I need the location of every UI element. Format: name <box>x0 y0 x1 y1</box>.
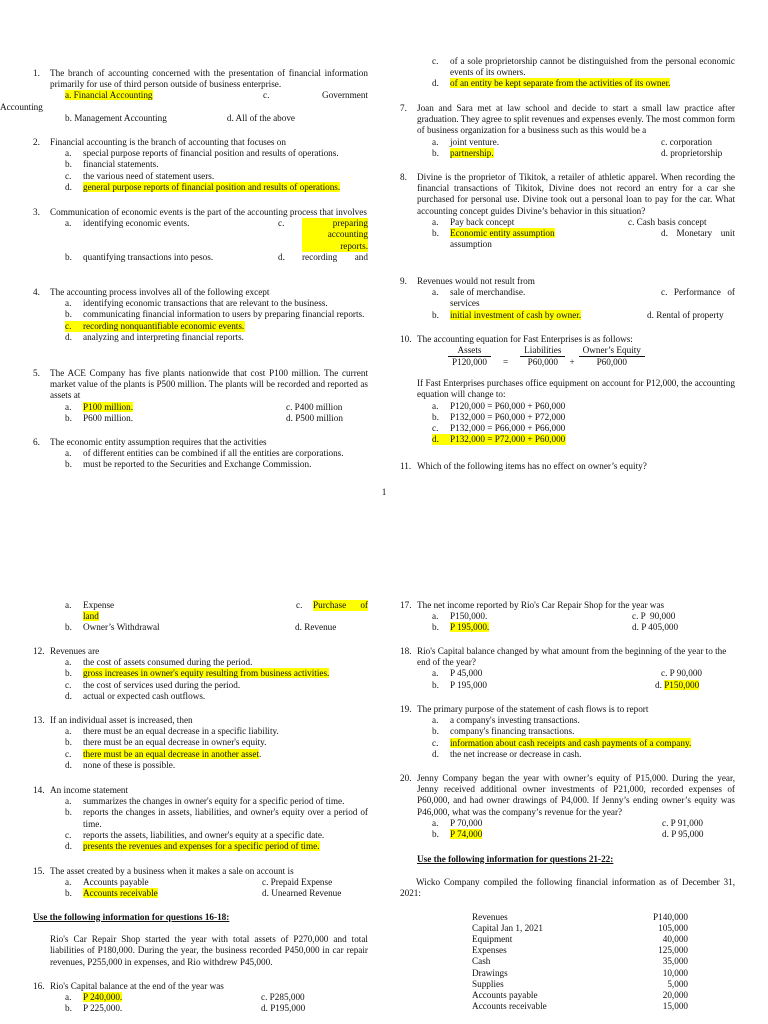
financial-info-value: 40,000 <box>662 934 688 945</box>
opt-c: c. P400 million <box>286 401 343 412</box>
opt-b: there must be an equal decrease in owner's equity. <box>83 737 267 748</box>
opt-b: b. Management Accounting <box>65 112 167 123</box>
opt-d: d. P500 million <box>286 412 343 423</box>
q18: 18. Rio's Capital balance changed by what amount from the beginning of the year to the end of the year? a. P 45,000 c. P 90,000 b. P 195,000 d. P150,000 <box>400 646 727 690</box>
opt-b: initial investment of cash by owner. <box>450 309 582 320</box>
financial-info-value: 105,000 <box>658 922 688 933</box>
opt-d: d. Revenue <box>295 622 337 633</box>
q-number: 14. <box>33 785 45 795</box>
q-text: The economic entity assumption requires that the activities <box>50 437 267 447</box>
opt-d: presents the revenues and expenses for a specific period of time. <box>83 841 320 852</box>
q-text: Revenues are <box>50 646 100 656</box>
q3: 3. Communication of economic events is the part of the accounting process that involves a. identifying economic events. c. preparing accounting reports. b. quantifying transactions into pesos. d. recording and <box>33 207 368 262</box>
eq-sign: = <box>502 356 509 367</box>
opt-a: Accounts payable <box>83 877 149 888</box>
q-number: 8. <box>400 172 407 182</box>
opt-a: special purpose reports of financial position and results of operations. <box>83 148 339 159</box>
opt-a: P 70,000 <box>450 817 483 828</box>
opt-c: P132,000 = P66,000 + P66,000 <box>450 423 566 434</box>
financial-info-label: Cash <box>472 956 491 967</box>
q-text: Rio's Capital balance at the end of the year was <box>50 981 224 991</box>
opt-c: recording nonquantifiable economic events. <box>83 320 245 331</box>
q17: 17. The net income reported by Rio's Car Repair Shop for the year was a. P150,000. c. P 90,000 b. P 195,000. d. P 405,000 <box>400 600 735 634</box>
opt-d: general purpose reports of financial position and results of operations. <box>83 181 341 192</box>
q-number: 5. <box>33 368 40 378</box>
q-number: 2. <box>33 137 40 147</box>
q-text: The accounting process involves all of the following except <box>50 287 270 297</box>
eq-plus: + <box>569 356 575 367</box>
opt-d-cont: assumption <box>450 239 492 250</box>
opt-d: d. All of the above <box>226 112 295 123</box>
financial-info-label: Capital Jan 1, 2021 <box>472 922 543 933</box>
opt-a: P 240,000. <box>83 992 123 1003</box>
opt-b: P 225,000. <box>83 1003 123 1014</box>
q2: 2. Financial accounting is the branch of accounting that focuses on a. special purpose reports of financial position and results of operations. b. financial statements. c. the various need of statement users. d. general purpose reports of financial position and results of operations. <box>33 137 341 192</box>
financial-info-value: 20,000 <box>662 990 688 1001</box>
opt-c: c. P285,000 <box>261 992 305 1003</box>
opt-a: P150,000. <box>450 611 488 622</box>
info-text: Rio's Car Repair Shop started the year with total assets of P270,000 and total liabilities of P180,000. During the year, the business recorded P450,000 in car repair revenues, P255,000 in expenses, and Rio withdrew P45,000. <box>50 934 368 967</box>
q-number: 12. <box>33 646 45 656</box>
q13: 13. If an individual asset is increased, then a. there must be an equal decrease in a specific liability. b. there must be an equal decrease in owner's equity. c. there must be an equal decrease in another asset. d. none of these is possible. <box>33 715 279 770</box>
opt-b: P 74,000 <box>450 829 483 840</box>
opt-d: P150,000 <box>664 679 700 690</box>
opt-d: d. P 95,000 <box>662 829 704 840</box>
financial-info-row <box>472 1001 688 1012</box>
opt-b: Accounts receivable <box>83 888 158 899</box>
opt-a: of different entities can be combined if all the entities are corporations. <box>83 448 344 459</box>
opt-d: P132,000 = P72,000 + P60,000 <box>450 434 566 445</box>
q9: 9. Revenues would not result from a. sale of merchandise. c. Performance of services b. initial investment of cash by owner. d. Rental of property <box>400 276 735 320</box>
opt-d: d. Monetary unit <box>661 228 735 239</box>
financial-info-value: 125,000 <box>658 945 688 956</box>
q-text: If an individual asset is increased, then <box>50 715 193 725</box>
opt-b: Owner’s Withdrawal <box>83 622 160 633</box>
q-text: Jenny Company began the year with owner’s equity of P15,000. During the year, Jenny received additional owner investments of P21,000, recorded expenses of P60,000, and had owner drawings of P4,000. If Jenny’s ending owner’s equity was P46,000, what was the company’s revenue for the year? <box>417 773 735 817</box>
opt-c: Purchase of <box>313 600 368 610</box>
opt-d: d. proprietorship <box>661 147 723 158</box>
financial-info-row <box>472 990 688 1001</box>
opt-d: of an entity be kept separate from the activities of its owner. <box>450 78 671 89</box>
financial-info-row <box>472 956 688 967</box>
q4: 4. The accounting process involves all of the following except a. identifying economic transactions that are relevant to the business. b. communicating financial information to users by preparing financial reports. c. recording nonquantifiable economic events. d. analyzing and interpreting financial reports. <box>33 287 365 342</box>
opt-d: none of these is possible. <box>83 759 176 770</box>
financial-info-label: Accounts payable <box>472 990 538 1001</box>
info-text: Wicko Company compiled the following financial information as of December 31, 2021: <box>400 877 735 899</box>
q-number: 17. <box>400 600 412 610</box>
q-number: 20. <box>400 773 412 783</box>
opt-c: c. P 90,000 <box>632 611 676 622</box>
opt-a: sale of merchandise. <box>450 287 526 298</box>
q-text: Rio's Capital balance changed by what amount from the beginning of the year to the end of the year? <box>417 646 727 668</box>
financial-info-label: Equipment <box>472 934 513 945</box>
eq-value-assets: P120,000 <box>452 357 487 368</box>
opt-b: P132,000 = P60,000 + P72,000 <box>450 411 566 422</box>
q11 <box>400 461 735 472</box>
eq-value-equity: P60,000 <box>596 357 627 368</box>
opt-c: of a sole proprietorship cannot be distinguished from the personal economic events of its owners. <box>450 56 735 78</box>
q-number: 16. <box>33 981 45 991</box>
q16: 16. Rio's Capital balance at the end of the year was a. P 240,000. c. P285,000 b. P 225,000. d. P195,000 <box>33 981 368 1015</box>
q-text: Revenues would not result from <box>417 276 535 286</box>
opt-c: the cost of services used during the period. <box>83 679 241 690</box>
opt-d: analyzing and interpreting financial reports. <box>83 331 244 342</box>
opt-b: quantifying transactions into pesos. <box>83 251 214 262</box>
q-number: 19. <box>400 704 412 714</box>
q-number: 6. <box>33 437 40 447</box>
opt-a: P 45,000 <box>450 668 483 679</box>
opt-b: gross increases in owner's equity resulting from business activities. <box>83 668 330 679</box>
opt-c: c. Performance of <box>661 287 735 298</box>
q-number: 15. <box>33 866 45 876</box>
opt-b: P600 million. <box>83 412 134 423</box>
opt-c: c. Cash basis concept <box>628 216 707 227</box>
financial-info-row <box>472 934 688 945</box>
opt-a: summarizes the changes in owner's equity for a specific period of time. <box>83 796 345 807</box>
opt-b: P 195,000 <box>450 679 487 690</box>
q6-cont: c. of a sole proprietorship cannot be distinguished from the personal economic events of its owners. d. of an entity be kept separate from the activities of its owner. <box>432 56 735 89</box>
q19: 19. The primary purpose of the statement of cash flows is to report a. a company's investing transactions. b. company's financing transactions. c. information about cash receipts and cash payments of a company. d. the net increase or decrease in cash. <box>400 704 692 759</box>
eq-header-liabilities: Liabilities <box>520 345 565 357</box>
financial-info-label: Drawings <box>472 967 508 978</box>
info-heading: Use the following information for questions 21-22: <box>417 854 614 864</box>
q14: 14. An income statement a. summarizes the changes in owner's equity for a specific period of time. b. reports the changes in assets, liabilities, and owner's equity over a period of time. c. reports the assets, liabilities, and owner's equity at a specific date. d. presents the revenues and expenses for a specific period of time. <box>33 785 368 852</box>
q-text: Joan and Sara met at law school and decide to start a small law practice after graduation. They agree to split revenues and expenses evenly. The most common form of business organization for a business such as this would be a <box>417 103 735 136</box>
eq-header-assets: Assets <box>448 345 491 357</box>
financial-info-label: Revenues <box>472 911 508 922</box>
q-number: 9. <box>400 276 407 286</box>
eq-value-liabilities: P60,000 <box>527 357 558 368</box>
q-text: The primary purpose of the statement of cash flows is to report <box>417 704 649 714</box>
q-text: The branch of accounting concerned with the presentation of financial information primarily for use of third person outside of business enterprise. <box>50 68 368 90</box>
q-text: The ACE Company has five plants nationwide that cost P100 million. The current market value of the plants is P500 million. The plants will be recorded and reported as assets at <box>50 368 368 401</box>
q20: 20. Jenny Company began the year with owner’s equity of P15,000. During the year, Jenny received additional owner investments of P21,000, recorded expenses of P60,000, and had owner drawings of P4,000. If Jenny’s ending owner’s equity was P46,000, what was the company’s revenue for the year? a. P 70,000 c. P 91,000 b. P 74,000 d. P 95,000 <box>400 773 735 840</box>
q-number: 7. <box>400 103 407 113</box>
financial-info-value: 35,000 <box>662 956 688 967</box>
q-text: Financial accounting is the branch of accounting that focuses on <box>50 137 286 147</box>
opt-a: identifying economic transactions that are relevant to the business. <box>83 298 328 309</box>
q5: 5. The ACE Company has five plants nationwide that cost P100 million. The current market value of the plants is P500 million. The plants will be recorded and reported as assets at a. P100 million. c. P400 million b. P600 million. d. P500 million <box>33 368 368 423</box>
info-21-22 <box>400 854 735 1012</box>
financial-info-row <box>472 968 688 979</box>
q-text: The net income reported by Rio's Car Repair Shop for the year was <box>417 600 665 610</box>
opt-b: reports the changes in assets, liabilities, and owner's equity over a period of time. <box>83 807 368 829</box>
q1 <box>0 68 368 124</box>
opt-d: the net increase or decrease in cash. <box>450 748 582 759</box>
eq-header-equity: Owner’s Equity <box>579 345 645 357</box>
q-text: The asset created by a business when it makes a sale on account is <box>50 866 294 876</box>
page-number: 1 <box>381 487 387 497</box>
financial-info-list <box>400 912 735 1013</box>
opt-c: c. Government <box>263 90 368 101</box>
opt-b: communicating financial information to users by preparing financial reports. <box>83 309 365 320</box>
q10-text2: If Fast Enterprises purchases office equipment on account for P12,000, the accounting equation will change to: <box>417 378 735 400</box>
q-text: Communication of economic events is the part of the accounting process that involves <box>50 207 367 217</box>
opt-c: the various need of statement users. <box>83 170 215 181</box>
q8: 8. Divine is the proprietor of Tikitok, a retailer of athletic apparel. When recording the financial transactions of Tikitok, Divine does not record an entry for a car she purchased for personal use. Divine took out a personal loan to pay for the car. What accounting concept guides Divine’s behavior in this situation? a. Pay back concept c. Cash basis concept b. Economic entity assumption d. Monetary unit assumption <box>400 172 735 250</box>
q-number: 13. <box>33 715 45 725</box>
q-text: The accounting equation for Fast Enterprises is as follows: <box>417 334 633 344</box>
q-number: 11. <box>400 461 412 471</box>
financial-info-row <box>472 912 688 923</box>
opt-a: Expense <box>83 600 115 610</box>
financial-info-value: P140,000 <box>653 911 688 922</box>
q-number: 1. <box>33 68 40 78</box>
opt-c: c. corporation <box>661 136 713 147</box>
q10: 10. The accounting equation for Fast Enterprises is as follows: Assets Liabilities Owner’s Equity P120,000 = P60,000 + P60,000 If Fast Enterprises purchases office equipment on account for P12,000, the accounting equation will change to: a. P120,000 = P60,000 + P60,000 b. P132,000 = P60,000 + P72,000 c. P132,000 = P66,000 + P66,000 d. P132,000 = P72,000 + P60,000 <box>400 334 735 445</box>
opt-b: must be reported to the Securities and Exchange Commission. <box>83 459 312 470</box>
opt-c: c. P 90,000 <box>661 668 703 679</box>
opt-b: financial statements. <box>83 159 159 170</box>
opt-d: d. P195,000 <box>261 1003 306 1014</box>
financial-info-row <box>472 945 688 956</box>
opt-d: d. Unearned Revenue <box>262 888 342 899</box>
q-text: Divine is the proprietor of Tikitok, a retailer of athletic apparel. When recording the financial transactions of Tikitok, Divine does not record an entry for a car she purchased for personal use. Divine took out a personal loan to pay for the car. What accounting concept guides Divine’s behavior in this situation? <box>417 172 735 216</box>
opt-a: a. Financial Accounting <box>65 90 153 101</box>
q-number: 3. <box>33 207 40 217</box>
opt-b: partnership. <box>450 147 494 158</box>
info-heading: Use the following information for questions 16-18: <box>33 912 230 922</box>
opt-d: recording and <box>302 251 368 262</box>
q-number: 10. <box>400 334 412 344</box>
opt-c: preparing accounting reports. <box>302 218 368 252</box>
financial-info-label: Supplies <box>472 978 504 989</box>
q15: 15. The asset created by a business when it makes a sale on account is a. Accounts payable c. Prepaid Expense b. Accounts receivable d. Unearned Revenue <box>33 866 368 900</box>
q-text: An income statement <box>50 785 129 795</box>
opt-c: reports the assets, liabilities, and owner's equity at a specific date. <box>83 829 325 840</box>
opt-a: the cost of assets consumed during the period. <box>83 657 253 668</box>
opt-a: joint venture. <box>450 136 499 147</box>
opt-a: Pay back concept <box>450 216 515 227</box>
financial-info-row <box>472 979 688 990</box>
financial-info-label: Expenses <box>472 945 507 956</box>
opt-d: d. Rental of property <box>647 309 724 320</box>
opt-b: Economic entity assumption <box>450 228 555 239</box>
accounting-equation <box>448 345 645 368</box>
opt-b: company's financing transactions. <box>450 726 575 737</box>
opt-c: information about cash receipts and cash payments of a company. <box>450 737 692 748</box>
opt-a-cont: services <box>450 298 480 309</box>
opt-a: P120,000 = P60,000 + P60,000 <box>450 400 566 411</box>
opt-a: a company's investing transactions. <box>450 715 580 726</box>
financial-info-value: 5,000 <box>667 978 688 989</box>
opt-d: d. P 405,000 <box>632 622 679 633</box>
opt-d: actual or expected cash outflows. <box>83 690 206 701</box>
q-text: Which of the following items has no effect on owner’s equity? <box>417 461 647 471</box>
q7: 7. Joan and Sara met at law school and decide to start a small law practice after graduation. They agree to split revenues and expenses evenly. The most common form of business organization for a business such as this would be a a. joint venture. c. corporation b. partnership. d. proprietorship <box>400 103 735 158</box>
financial-info-label: Accounts receivable <box>472 1001 547 1012</box>
q-number: 4. <box>33 287 40 297</box>
opt-b: P 195,000. <box>450 622 490 633</box>
q-number: 18. <box>400 646 412 656</box>
opt-a: identifying economic events. <box>83 218 190 229</box>
financial-info-value: 10,000 <box>662 967 688 978</box>
info-16-18 <box>33 912 368 968</box>
opt-c: c. Prepaid Expense <box>262 877 333 888</box>
opt-c: c. P 91,000 <box>662 817 704 828</box>
financial-info-value: 15,000 <box>662 1001 688 1012</box>
opt-c-cont: Accounting <box>0 101 43 112</box>
q12: 12. Revenues are a. the cost of assets consumed during the period. b. gross increases in owner's equity resulting from business activities. c. the cost of services used during the period. d. actual or expected cash outflows. <box>33 646 330 701</box>
opt-a: there must be an equal decrease in a specific liability. <box>83 726 279 737</box>
opt-c: there must be an equal decrease in another asset <box>83 748 260 759</box>
financial-info-row <box>472 923 688 934</box>
q11-options: a. Expense c. Purchase of land b. Owner’s Withdrawal d. Revenue <box>65 600 368 633</box>
q6: 6. The economic entity assumption requires that the activities a. of different entities can be combined if all the entities are corporations. b. must be reported to the Securities and Exchange Commission. <box>33 437 344 470</box>
opt-a: P100 million. <box>83 401 134 412</box>
